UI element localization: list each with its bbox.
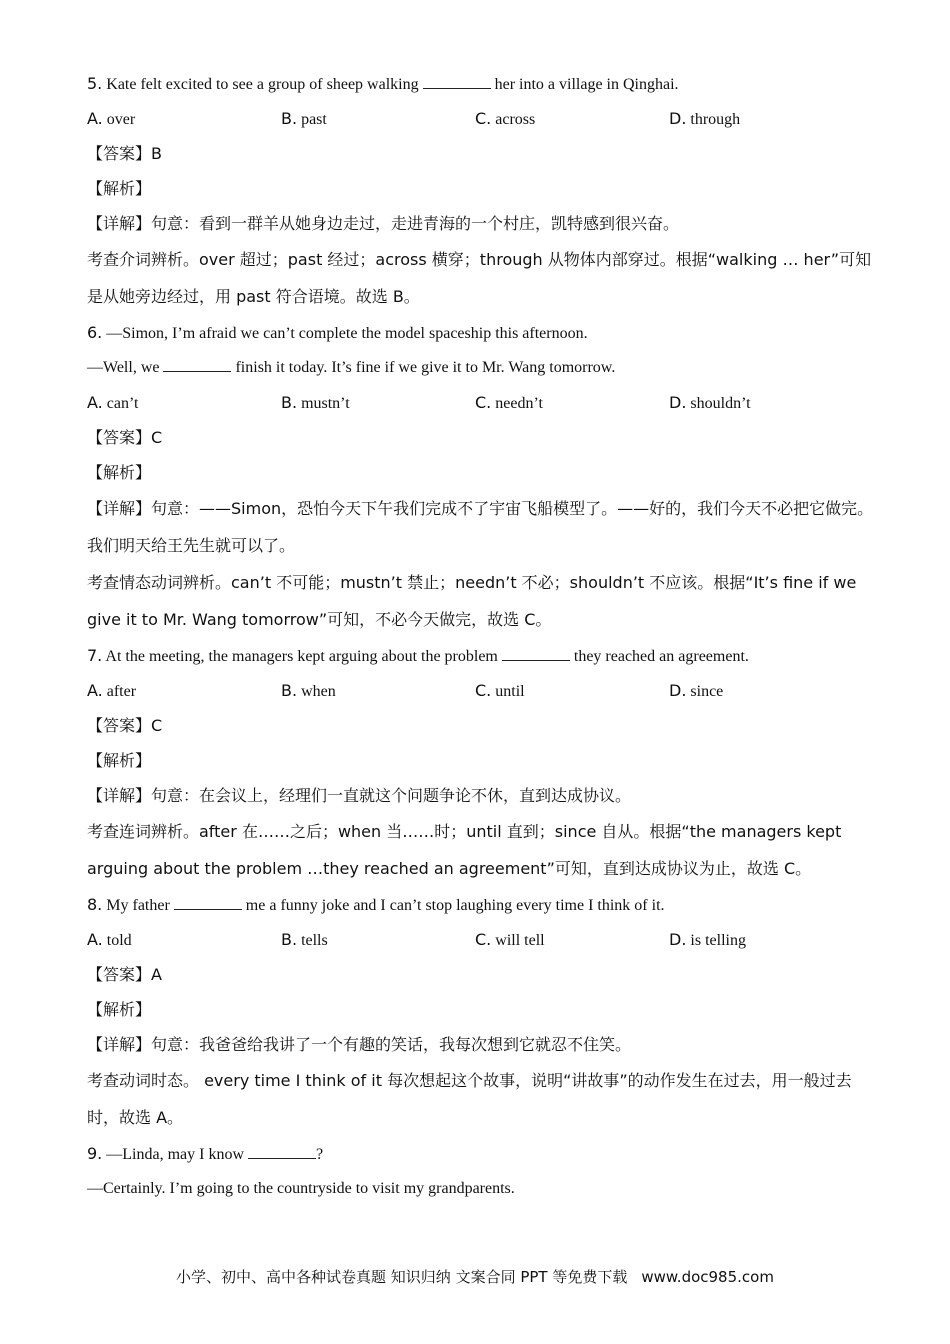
question-8 (87, 887, 877, 922)
dialog-line-1: —Simon, I’m afraid we can’t complete the model spaceship this afternoon. (106, 325, 588, 342)
option-d: D. through (669, 109, 741, 128)
answer-blank (502, 648, 570, 661)
answer-value: C (151, 428, 163, 447)
question-9 (87, 1136, 877, 1171)
explanation-text: 考查动词时态。 every time I think of it 每次想起这个故事，说明“讲故事”的动作发生在过去，用一般过去时，故选 A。 (87, 1071, 852, 1127)
option-c: C. will tell (475, 930, 545, 949)
detail-line (87, 490, 877, 564)
option-c: C. until (475, 681, 525, 700)
detail-tag: 【详解】 (87, 786, 152, 805)
option-d: D. is telling (669, 930, 746, 949)
answer-line (87, 708, 877, 743)
document-page (87, 66, 877, 1206)
option-a: A. can’t (87, 393, 139, 412)
answer-tag: 【答案】 (87, 965, 152, 984)
question-stem-a: My father (106, 897, 170, 914)
analysis-tag: 【解析】 (87, 463, 152, 482)
option-d: D. shouldn’t (669, 393, 751, 412)
detail-text: 句意：我爸爸给我讲了一个有趣的笑话，我每次想到它就忍不住笑。 (151, 1035, 632, 1054)
option-a: A. over (87, 109, 136, 128)
option-c: C. needn’t (475, 393, 543, 412)
option-b: B. past (281, 109, 327, 128)
explanation-text: 考查介词辨析。over 超过；past 经过；across 横穿；through 从物体内部穿过。根据“walking … her”可知是从她旁边经过，用 past 符合语境。故选 B。 (87, 250, 872, 306)
question-stem-b: her into a village in Qinghai. (494, 76, 679, 93)
answer-line (87, 136, 877, 171)
question-6 (87, 315, 877, 350)
question-stem-a: —Well, we (87, 359, 160, 376)
answer-tag: 【答案】 (87, 716, 152, 735)
option-b: B. mustn’t (281, 393, 350, 412)
question-stem-b: they reached an agreement. (573, 648, 749, 665)
answer-value: C (151, 716, 163, 735)
detail-tag: 【详解】 (87, 214, 152, 233)
explanation-text: 考查连词辨析。after 在……之后；when 当……时；until 直到；since 自从。根据“the managers kept arguing about the problem …they reached an agreement”可知，直到达成协议为止，故选 C。 (87, 822, 842, 878)
page-footer (0, 1266, 950, 1287)
answer-blank (163, 359, 231, 372)
question-number: 7. (87, 646, 103, 665)
analysis-tag: 【解析】 (87, 179, 152, 198)
option-b: B. tells (281, 930, 328, 949)
footer-site-link[interactable]: www.doc985.com (641, 1268, 774, 1286)
analysis-tag: 【解析】 (87, 751, 152, 770)
detail-tag: 【详解】 (87, 499, 152, 518)
detail-text: 句意：在会议上，经理们一直就这个问题争论不休，直到达成协议。 (151, 786, 632, 805)
question-number: 6. (87, 323, 103, 342)
question-7 (87, 638, 877, 673)
question-stem-b: me a funny joke and I can’t stop laughing every time I think of it. (245, 897, 665, 914)
question-5 (87, 66, 877, 101)
detail-line (87, 1027, 877, 1062)
option-d: D. since (669, 681, 724, 700)
answer-tag: 【答案】 (87, 428, 152, 447)
answer-value: B (151, 144, 162, 163)
options-row (87, 922, 877, 957)
answer-tag: 【答案】 (87, 144, 152, 163)
detail-text: 句意：看到一群羊从她身边走过，走进青海的一个村庄，凯特感到很兴奋。 (151, 214, 680, 233)
question-stem-a: Kate felt excited to see a group of sheep walking (106, 76, 419, 93)
option-a: A. after (87, 681, 137, 700)
options-row (87, 385, 877, 420)
detail-text: 句意：——Simon，恐怕今天下午我们完成不了宇宙飞船模型了。——好的，我们今天不必把它做完。我们明天给王先生就可以了。 (87, 499, 874, 555)
question-stem-a: At the meeting, the managers kept arguing about the problem (105, 648, 498, 665)
question-stem-a: —Linda, may I know (106, 1146, 245, 1163)
detail-tag: 【详解】 (87, 1035, 152, 1054)
footer-text: 小学、初中、高中各种试卷真题 知识归纳 文案合同 PPT 等免费下载 (176, 1268, 628, 1286)
option-c: C. across (475, 109, 536, 128)
answer-line (87, 957, 877, 992)
options-row (87, 673, 877, 708)
question-stem-b: ? (316, 1146, 324, 1163)
answer-blank (423, 76, 491, 89)
answer-blank (248, 1146, 316, 1159)
question-number: 5. (87, 74, 103, 93)
option-b: B. when (281, 681, 336, 700)
question-number: 9. (87, 1144, 103, 1163)
answer-line (87, 420, 877, 455)
detail-line (87, 778, 877, 813)
option-a: A. told (87, 930, 132, 949)
explanation-text: 考查情态动词辨析。can’t 不可能；mustn’t 禁止；needn’t 不必；shouldn’t 不应该。根据“It’s fine if we give it to Mr. Wang tomorrow”可知，不必今天做完，故选 C。 (87, 573, 857, 629)
dialog-line-2 (87, 350, 877, 385)
question-stem-b: finish it today. It’s fine if we give it to Mr. Wang tomorrow. (235, 359, 616, 376)
dialog-line-2: —Certainly. I’m going to the countryside to visit my grandparents. (87, 1180, 515, 1197)
options-row (87, 101, 877, 136)
detail-line (87, 206, 877, 241)
answer-value: A (151, 965, 162, 984)
answer-blank (174, 897, 242, 910)
analysis-tag: 【解析】 (87, 1000, 152, 1019)
question-number: 8. (87, 895, 103, 914)
